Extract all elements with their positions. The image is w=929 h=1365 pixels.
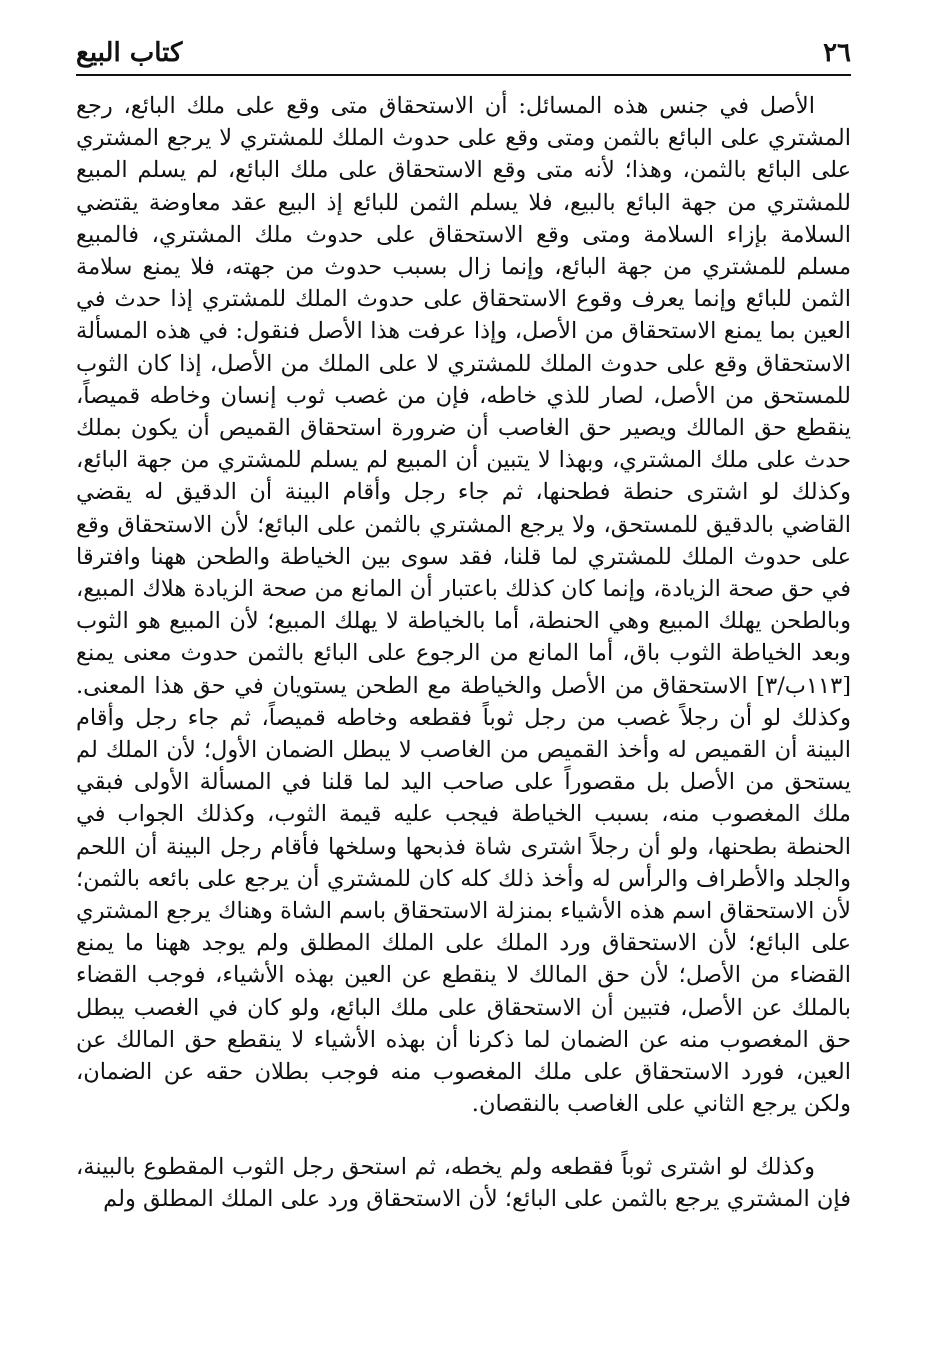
book-title: كتاب البيع	[76, 38, 183, 68]
header-divider	[76, 74, 851, 76]
paragraph: الأصل في جنس هذه المسائل: أن الاستحقاق متى وقع على ملك البائع، رجع المشتري على البائع بالثمن ومتى وقع على حدوث الملك للمشتري لا يرجع المشتري على البائع بالثمن، وهذا؛ لأنه متى وقع الاستحقاق على ملك البائع، لم يسلم المبيع للمشتري من جهة البائع بالبيع، فلا يسلم الثمن للبائع إذ البيع عقد معاوضة يقتضي السلامة بإزاء السلامة ومتى وقع الاستحقاق على حدوث ملك المشتري، فالمبيع مسلم للمشتري من جهة البائع، وإنما زال بسبب حدوث من جهته، فلا يمنع سلامة الثمن للبائع وإنما يعرف وقوع الاستحقاق على حدوث الملك للمشتري إذا حدث في العين بما يمنع الاستحقاق من الأصل، وإذا عرفت هذا الأصل فنقول: في هذه المسألة الاستحقاق وقع على حدوث الملك للمشتري لا على الملك من الأصل، إذا كان الثوب للمستحق من الأصل، لصار للذي خاطه، فإن من غصب ثوب إنسان وخاطه قميصاً، ينقطع حق المالك ويصير حق الغاصب أن ضرورة استحقاق القميص أن يكون بملك حدث على ملك المشتري، وبهذا لا يتبين أن المبيع لم يسلم للمشتري من جهة البائع، وكذلك لو اشترى حنطة فطحنها، ثم جاء رجل وأقام البينة أن الدقيق له يقضي القاضي بالدقيق للمستحق، ولا يرجع المشتري بالثمن على البائع؛ لأن الاستحقاق وقع على حدوث الملك للمشتري لما قلنا، فقد سوى بين الخياطة والطحن ههنا وافترقا في حق صحة الزيادة، وإنما كان كذلك باعتبار أن المانع من صحة الزيادة هلاك المبيع، وبالطحن يهلك المبيع وهي الحنطة، أما بالخياطة لا يهلك المبيع؛ لأن المبيع هو الثوب وبعد الخياطة الثوب باق، أما المانع من الرجوع على البائع بالثمن حدوث معنى يمنع [١١٣ب/٣] الاستحقاق من الأصل والخياطة مع الطحن يستويان في حق هذا المعنى. وكذلك لو أن رجلاً غصب من رجل ثوباً فقطعه وخاطه قميصاً، ثم جاء رجل وأقام البينة أن القميص له وأخذ القميص من الغاصب لا يبطل الضمان الأول؛ لأن الملك لم يستحق من الأصل بل مقصوراً على صاحب اليد لما قلنا في المسألة الأولى فبقي ملك المغصوب منه، بسبب الخياطة فيجب عليه قيمة الثوب، وكذلك الجواب في الحنطة بطحنها، ولو أن رجلاً اشترى شاة فذبحها وسلخها فأقام رجل البينة أن اللحم والجلد والأطراف والرأس له وأخذ ذلك كله كان للمشتري أن يرجع على بائعه بالثمن؛ لأن الاستحقاق اسم هذه الأشياء بمنزلة الاستحقاق باسم الشاة وهناك يرجع المشتري على البائع؛ لأن الاستحقاق ورد الملك على الملك المطلق ولم يوجد ههنا ما يمنع القضاء من الأصل؛ لأن حق المالك لا ينقطع عن العين بهذه الأشياء، فوجب القضاء بالملك عن الأصل، فتبين أن الاستحقاق على ملك البائع، ولو كان في الغصب يبطل حق المغصوب منه عن الضمان لما ذكرنا أن بهذه الأشياء لا ينقطع حق المالك عن العين، فورد الاستحقاق على ملك المغصوب منه فوجب بطلان حقه عن الضمان، ولكن يرجع الثاني على الغاصب بالنقصان.	[76, 93, 851, 1118]
paragraph: وكذلك لو اشترى ثوباً فقطعه ولم يخطه، ثم استحق رجل الثوب المقطوع بالبينة، فإن المشتري يرجع بالثمن على البائع؛ لأن الاستحقاق ورد على الملك المطلق ولم	[76, 1153, 851, 1212]
page-header	[76, 36, 851, 74]
page-body	[76, 90, 851, 1215]
page-number: ٢٦	[823, 38, 851, 68]
